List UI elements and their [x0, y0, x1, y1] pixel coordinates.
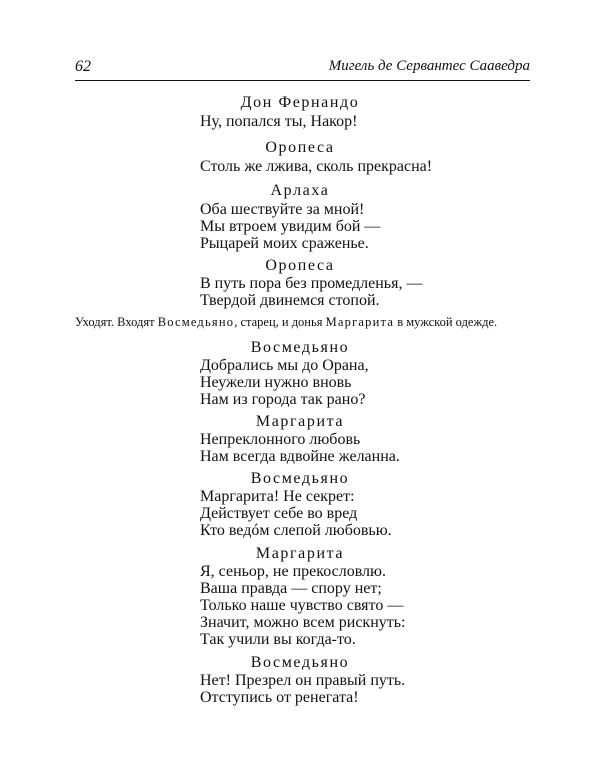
speaker-name: Дон Фернандо: [240, 94, 360, 111]
verse-line: Мы втроем увидим бой —: [200, 218, 381, 235]
direction-character: Восмедьяно: [157, 315, 235, 329]
speaker-name: Оропеса: [265, 139, 335, 156]
stage-direction: [75, 313, 535, 331]
verse-line: В путь пора без промедленья, —: [200, 275, 423, 292]
verse-line: Маргарита! Не секрет:: [200, 488, 355, 505]
page-header: [75, 58, 530, 80]
verse-line: Нет! Презрел он правый путь.: [200, 672, 406, 689]
page-number: 62: [75, 58, 91, 75]
verse-line: Неужели нужно вновь: [200, 374, 352, 391]
speaker-name: Восмедьяно: [250, 339, 350, 356]
verse-line: Оба шествуйте за мной!: [200, 201, 365, 218]
header-rule: [75, 80, 530, 81]
verse-line: Нам из города так рано?: [200, 391, 366, 408]
verse-line: Столь же лжива, сколь прекрасна!: [200, 158, 433, 175]
verse-line: Добрались мы до Орана,: [200, 357, 369, 374]
verse-line: Ваша правда — спору нет;: [200, 580, 382, 597]
verse-line: Нам всегда вдвойне желанна.: [200, 448, 400, 465]
direction-text: в мужской одежде.: [394, 315, 498, 329]
verse-line: Так учили вы когда-то.: [200, 631, 356, 648]
direction-character: Маргарита: [325, 315, 395, 329]
speaker-name: Восмедьяно: [250, 654, 350, 671]
speaker-name: Оропеса: [265, 257, 335, 274]
verse-line: Отступись от ренегата!: [200, 689, 359, 706]
direction-text: , старец, и донья: [234, 315, 326, 329]
speaker-name: Арлаха: [270, 182, 330, 199]
verse-line: Ну, попался ты, Накор!: [200, 113, 358, 130]
direction-text: Уходят. Входят: [75, 315, 158, 329]
running-title: Мигель де Сервантес Сааведра: [328, 58, 530, 74]
verse-line: Действует себе во вред: [200, 505, 358, 522]
verse-line: Только наше чувство свято —: [200, 597, 404, 614]
verse-line: Непреклонного любовь: [200, 431, 361, 448]
verse-line: Кто ведóм слепой любовью.: [200, 522, 392, 539]
verse-line: Я, сеньор, не прекословлю.: [200, 563, 386, 580]
speaker-name: Маргарита: [255, 413, 345, 430]
verse-line: Твердой двинемся стопой.: [200, 292, 380, 309]
verse-line: Значит, можно всем рискнуть:: [200, 614, 406, 631]
speaker-name: Маргарита: [255, 545, 345, 562]
speaker-name: Восмедьяно: [250, 470, 350, 487]
verse-line: Рыцарей моих сраженье.: [200, 235, 369, 252]
